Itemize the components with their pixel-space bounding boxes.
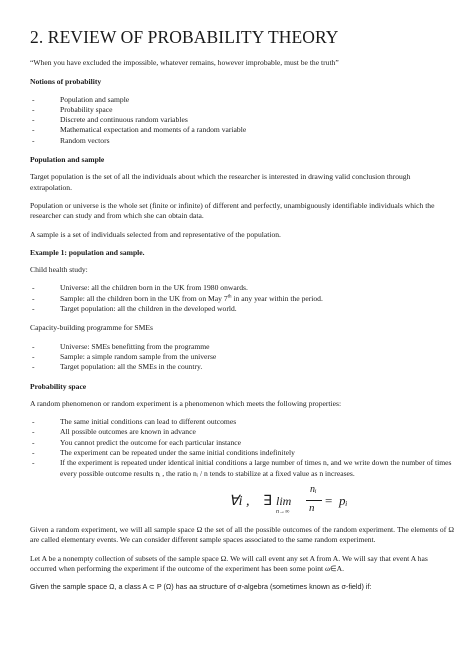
equals-sign: =: [325, 492, 333, 508]
list-item: - If the experiment is repeated under identical initial conditions a large number of times n, and we write down the number of times every possible outcome results nᵢ , the ratio nᵢ / n tends to stabilize at a fixed value as n increases.: [30, 458, 454, 479]
document-page: [30, 27, 454, 592]
list-item: - Population and sample: [30, 95, 454, 105]
event-paragraph: Let A be a nonempty collection of subsets of the sample space Ω. We will call event any set A from A. We will say that event A has occurred when performing the experiment if the outcome of the experiment has been some point ω∈A.: [30, 553, 428, 573]
fraction-numerator: nᵢ: [310, 483, 317, 495]
sample-paragraph: A sample is a set of individuals selected from and representative of the population.: [30, 229, 281, 239]
list-item: - Universe: all the children born in the UK from 1980 onwards.: [30, 283, 454, 293]
capacity-list: [30, 342, 454, 373]
exists-symbol: ∃: [263, 493, 272, 509]
population-heading: Population and sample: [30, 155, 105, 165]
list-item: - You cannot predict the outcome for each particular instance: [30, 438, 454, 448]
sample-text-end: in any year within the period.: [231, 293, 323, 303]
superscript: th: [227, 294, 232, 300]
capacity-intro: Capacity-building programme for SMEs: [30, 323, 153, 333]
limit-subscript: n→∞: [276, 508, 290, 515]
list-item: - Mathematical expectation and moments of a random variable: [30, 125, 454, 135]
probability-space-heading: Probability space: [30, 381, 87, 391]
list-item: [30, 294, 454, 304]
quote: “When you have excluded the impossible, whatever remains, however improbable, must be the truth”: [30, 58, 339, 67]
list-item: - Discrete and continuous random variables: [30, 115, 454, 125]
sample-space-paragraph: Given a random experiment, we will all sample space Ω the set of all the possible outcomes of the random experiment. The elements of Ω are called elementary events. We can consider different sample spaces associated to the same random experiment.: [30, 524, 454, 545]
child-study-intro: Child health study:: [30, 265, 88, 275]
limit-operator: lim: [276, 493, 292, 508]
list-item: - Target population: all the SMEs in the country.: [30, 362, 454, 372]
page-title: 2. REVIEW OF PROBABILITY THEORY: [30, 27, 339, 47]
sample-text: Sample: all the children born in the UK from on May 7: [60, 293, 228, 303]
sigma-algebra-paragraph: Given the sample space Ω, a class A ⊂ P (Ω) has aa structure of σ-algebra (sometimes known as σ-field) if:: [30, 582, 372, 592]
list-item: - Probability space: [30, 105, 454, 115]
child-study-list: [30, 283, 454, 314]
list-item: - Sample: a simple random sample from the universe: [30, 352, 454, 362]
list-item: - Target population: all the children in the developed world.: [30, 304, 454, 314]
probability-result: pᵢ: [339, 492, 348, 508]
list-item: - Random vectors: [30, 136, 454, 146]
list-item: - All possible outcomes are known in advance: [30, 427, 454, 437]
universe-paragraph: Population or universe is the whole set (finite or infinite) of different and perfectly, unambiguously identifiable individuals which the researcher can study and from which she can obtain data.: [30, 200, 435, 221]
fraction-bar: [306, 500, 322, 501]
list-item: - The experiment can be repeated under the same initial conditions indefinitely: [30, 448, 454, 458]
limit-formula: [30, 481, 454, 521]
forall-symbol: ∀i ,: [229, 493, 250, 509]
properties-list: [30, 417, 454, 479]
list-item: - The same initial conditions can lead to different outcomes: [30, 417, 454, 427]
list-item: - Universe: SMEs benefitting from the programme: [30, 342, 454, 352]
notions-heading: Notions of probability: [30, 77, 102, 87]
fraction-denominator: n: [309, 501, 315, 514]
random-phenomenon-paragraph: A random phenomenon or random experiment is a phenomenon which meets the following properties:: [30, 398, 342, 408]
example-heading: Example 1: population and sample.: [30, 247, 145, 257]
target-population-paragraph: Target population is the set of all the individuals about which the researcher is interested in drawing valid conclusion through extrapolation.: [30, 172, 411, 192]
notions-list: [30, 95, 454, 146]
